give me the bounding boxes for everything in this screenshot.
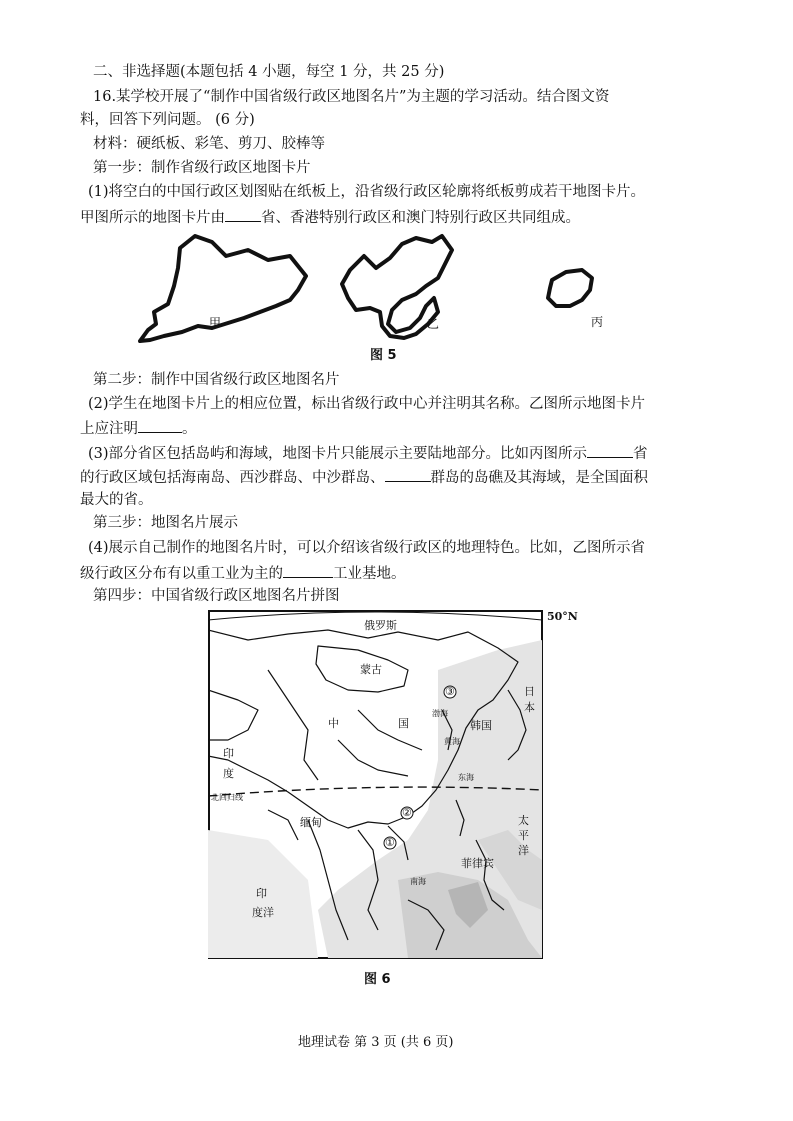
map-card-jia xyxy=(140,236,306,341)
question-line-1: 16.某学校开展了“制作中国省级行政区地图名片”为主题的学习活动。结合图文资 xyxy=(93,89,610,105)
label-india-1: 印 xyxy=(223,747,234,760)
page-footer: 地理试卷 第 3 页 (共 6 页) xyxy=(298,1035,454,1050)
q4-answer-blank[interactable] xyxy=(283,562,333,578)
label-east-sea: 东海 xyxy=(458,773,474,782)
label-jia: 甲 xyxy=(209,316,222,330)
q1-line-2 xyxy=(80,206,580,228)
label-south-sea: 南海 xyxy=(410,877,426,886)
q2-line-1: (2)学生在地图卡片上的相应位置，标出省级行政中心并注明其名称。乙图所示地图卡片 xyxy=(88,396,646,412)
q3-answer-blank-1[interactable] xyxy=(587,442,633,458)
label-bing: 丙 xyxy=(591,315,604,329)
q1-text-a: 甲图所示的地图卡片由 xyxy=(80,210,225,226)
label-pacific-3: 洋 xyxy=(518,844,529,857)
label-pacific-1: 太 xyxy=(518,814,529,827)
step2-title: 第二步：制作中国省级行政区地图名片 xyxy=(93,372,340,388)
materials-line: 材料：硬纸板、彩笔、剪刀、胶棒等 xyxy=(93,136,325,152)
q2-answer-blank[interactable] xyxy=(138,417,182,433)
marker-2: ② xyxy=(402,806,412,819)
label-philippines: 菲律宾 xyxy=(461,857,494,870)
marker-3: ③ xyxy=(445,685,455,698)
label-tropic: 北回归线 xyxy=(211,793,243,802)
figure5-maps xyxy=(120,228,620,346)
q1-text-b: 省、香港特别行政区和澳门特别行政区共同组成。 xyxy=(261,210,580,226)
step1-title: 第一步：制作省级行政区地图卡片 xyxy=(93,160,311,176)
q4-text-b: 工业基地。 xyxy=(333,566,406,582)
step3-title: 第三步：地图名片展示 xyxy=(93,515,238,531)
q3-line-1 xyxy=(88,442,648,464)
label-mongolia: 蒙古 xyxy=(360,663,382,676)
label-myanmar: 缅甸 xyxy=(300,816,322,829)
q3-answer-blank-2[interactable] xyxy=(385,466,431,482)
q4-line-2 xyxy=(80,562,406,584)
figure5-caption: 图 5 xyxy=(370,348,397,363)
q3-text-c: 的行政区域包括海南岛、西沙群岛、中沙群岛、 xyxy=(80,470,385,486)
q3-text-a: (3)部分省区包括岛屿和海域，地图卡片只能展示主要陆地部分。比如丙图所示 xyxy=(88,446,588,462)
label-indian-ocean-1: 印 xyxy=(256,887,267,900)
q4-text-a: 级行政区分布有以重工业为主的 xyxy=(80,566,283,582)
q3-text-b: 省 xyxy=(633,446,648,462)
q1-line-1: (1)将空白的中国行政区划图贴在纸板上，沿省级行政区轮廓将纸板剪成若干地图卡片。 xyxy=(88,184,646,200)
label-china-2: 国 xyxy=(398,717,409,730)
label-pacific-2: 平 xyxy=(518,829,529,842)
map-card-bing xyxy=(548,270,592,306)
q3-text-d: 群岛的岛礁及其海域，是全国面积 xyxy=(430,470,648,486)
step4-title: 第四步：中国省级行政区地图名片拼图 xyxy=(93,588,340,604)
label-india-2: 度 xyxy=(223,767,234,780)
label-yi: 乙 xyxy=(427,317,440,331)
marker-1: ① xyxy=(385,836,395,849)
label-indian-ocean-2: 度洋 xyxy=(252,906,274,919)
label-russia: 俄罗斯 xyxy=(364,619,397,632)
label-japan-2: 本 xyxy=(524,701,535,714)
section-header: 二、非选择题(本题包括 4 小题，每空 1 分，共 25 分) xyxy=(93,64,445,80)
label-yellow-sea: 黄海 xyxy=(444,737,460,746)
label-china-1: 中 xyxy=(328,717,339,730)
q4-line-1: (4)展示自己制作的地图名片时，可以介绍该省级行政区的地理特色。比如，乙图所示省 xyxy=(88,540,646,556)
lat-label: 50°N xyxy=(547,610,578,623)
q2-line-2 xyxy=(80,417,197,439)
label-korea: 韩国 xyxy=(470,719,492,732)
label-japan-1: 日 xyxy=(524,685,535,698)
figure6-caption: 图 6 xyxy=(364,972,391,987)
q3-line-2 xyxy=(80,466,648,488)
q2-text-a: 上应注明 xyxy=(80,421,138,437)
q2-text-b: 。 xyxy=(182,421,197,437)
question-line-2: 料，回答下列问题。 (6 分) xyxy=(80,112,255,128)
q1-answer-blank[interactable] xyxy=(225,206,261,222)
label-bohai: 渤海 xyxy=(432,709,448,718)
q3-line-3: 最大的省。 xyxy=(80,492,153,508)
